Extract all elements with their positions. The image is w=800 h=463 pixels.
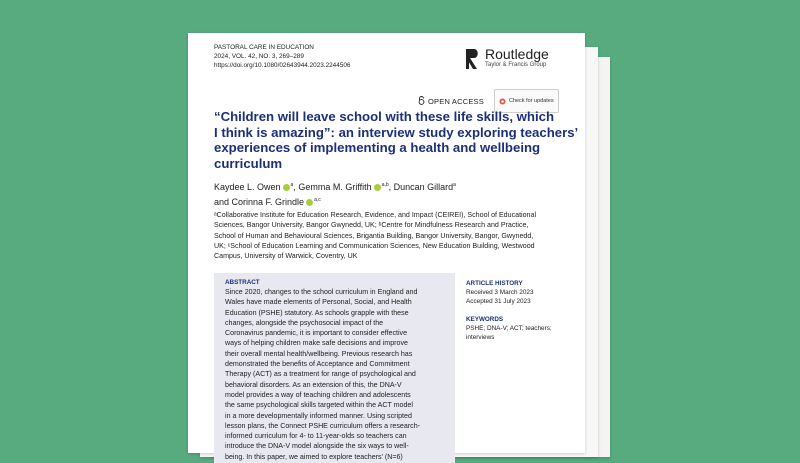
affiliation-line: Campus, University of Warwick, Coventry, UK	[214, 252, 358, 261]
routledge-logo-icon	[464, 47, 482, 71]
author-name[interactable]: , Gemma M. Griffith	[293, 182, 372, 192]
abstract-line: demonstrated the benefits of Acceptance and Commitment	[225, 360, 410, 369]
affiliation-line: ᵃCollaborative Institute for Education Research, Evidence, and Impact (CEIREI), School of Educational	[214, 211, 537, 219]
abstract-heading: ABSTRACT	[225, 279, 260, 286]
journal-name: PASTORAL CARE IN EDUCATION	[214, 44, 314, 51]
title-line: curriculum	[214, 155, 283, 171]
orcid-icon[interactable]	[283, 184, 290, 191]
abstract-line: their overall mental health/wellbeing. Previous research has	[225, 349, 413, 358]
abstract-line: ways of helping children make safe decisions and improve	[225, 339, 408, 348]
title-line: experiences of implementing a health and wellbeing	[214, 140, 541, 155]
author-list	[214, 179, 456, 209]
title-line: “Children will leave school with these life skills, which	[214, 109, 555, 124]
abstract-line: Education (PSHE) statutory. As schools grapple with these	[225, 308, 409, 317]
author-affil-mark: a	[290, 182, 294, 188]
abstract-line: Wales have made elements of Personal, Social, and Health	[225, 298, 412, 307]
abstract-line: Coronavirus pandemic, it is important to consider effective	[225, 329, 408, 338]
affiliation-line: School of Human and Behavioural Sciences, Brigantia Building, Bangor University, Bangor, Gwynedd,	[214, 231, 534, 240]
keywords-line: PSHE; DNA-V; ACT; teachers;	[466, 325, 552, 332]
author-affil-mark: a	[453, 182, 456, 188]
abstract-line: lesson plans, the Connect PSHE curriculum offers a research-	[225, 421, 421, 430]
abstract-line: model provides a way of teaching children and adolescents	[225, 390, 411, 399]
orcid-icon[interactable]	[306, 199, 313, 206]
accepted-date: Accepted 31 July 2023	[466, 298, 531, 305]
abstract-line: Therapy (ACT) as a treatment for range of psychological and	[225, 370, 416, 379]
abstract-line: Since 2020, changes to the school curriculum in England and	[225, 288, 418, 296]
article-title	[214, 109, 579, 171]
author-name[interactable]: , Duncan Gillard	[388, 182, 454, 192]
publisher-name: Routledge	[485, 46, 549, 62]
abstract-line: introduce the DNA-V model alongside the six ways to well-	[225, 442, 409, 451]
article-first-page	[188, 33, 585, 461]
publisher-block	[464, 47, 549, 71]
keywords-line: interviews	[466, 334, 495, 341]
author-name[interactable]: and Corinna F. Grindle	[214, 197, 305, 207]
affiliation-line: UK; ᶜSchool of Education Learning and Communication Sciences, New Education Building, Westwood	[214, 241, 535, 250]
author-affil-mark: a,b	[381, 182, 389, 188]
check-updates-icon	[499, 92, 506, 110]
article-history-heading: ARTICLE HISTORY	[466, 280, 523, 287]
received-date: Received 3 March 2023	[466, 289, 534, 296]
abstract-body	[225, 287, 420, 462]
affiliation-line: Sciences, Bangor University, Bangor Gwynedd, UK; ᵇCentre for Mindfulness Research and Practice,	[214, 221, 529, 230]
abstract-line: changes, alongside the psychosocial impact of the	[225, 318, 384, 327]
journal-doi[interactable]: https://doi.org/10.1080/02643944.2023.2244506	[214, 62, 351, 69]
abstract-line: informed curriculum for 4- to 11-year-olds so teachers can	[225, 432, 407, 441]
journal-info	[214, 43, 350, 70]
article-sidebar	[466, 279, 552, 342]
orcid-icon[interactable]	[374, 184, 381, 191]
title-line: I think is amazing”: an interview study exploring teachers’	[214, 124, 579, 140]
open-access-label: OPEN ACCESS	[428, 96, 484, 106]
keywords-heading: KEYWORDS	[466, 316, 504, 323]
check-updates-label: Check for updates	[508, 98, 554, 104]
abstract-line: behavioral disorders. As an extension of this, the DNA-V	[225, 380, 402, 389]
abstract-line: being. In this paper, we aimed to explore teachers’ (N=6)	[225, 452, 403, 461]
author-name[interactable]: Kaydee L. Owen	[214, 182, 281, 192]
journal-citation: 2024, VOL. 42, NO. 3, 269–289	[214, 53, 304, 60]
publisher-subname: Taylor & Francis Group	[485, 62, 547, 68]
abstract-line: in a more developmentally informed manner. Using scripted	[225, 411, 412, 420]
open-access-lock-icon	[418, 92, 425, 110]
affiliations	[214, 210, 536, 261]
abstract-line: the same psychological skills targeted within the ACT model	[225, 401, 413, 410]
author-affil-mark: a,c	[314, 197, 321, 203]
